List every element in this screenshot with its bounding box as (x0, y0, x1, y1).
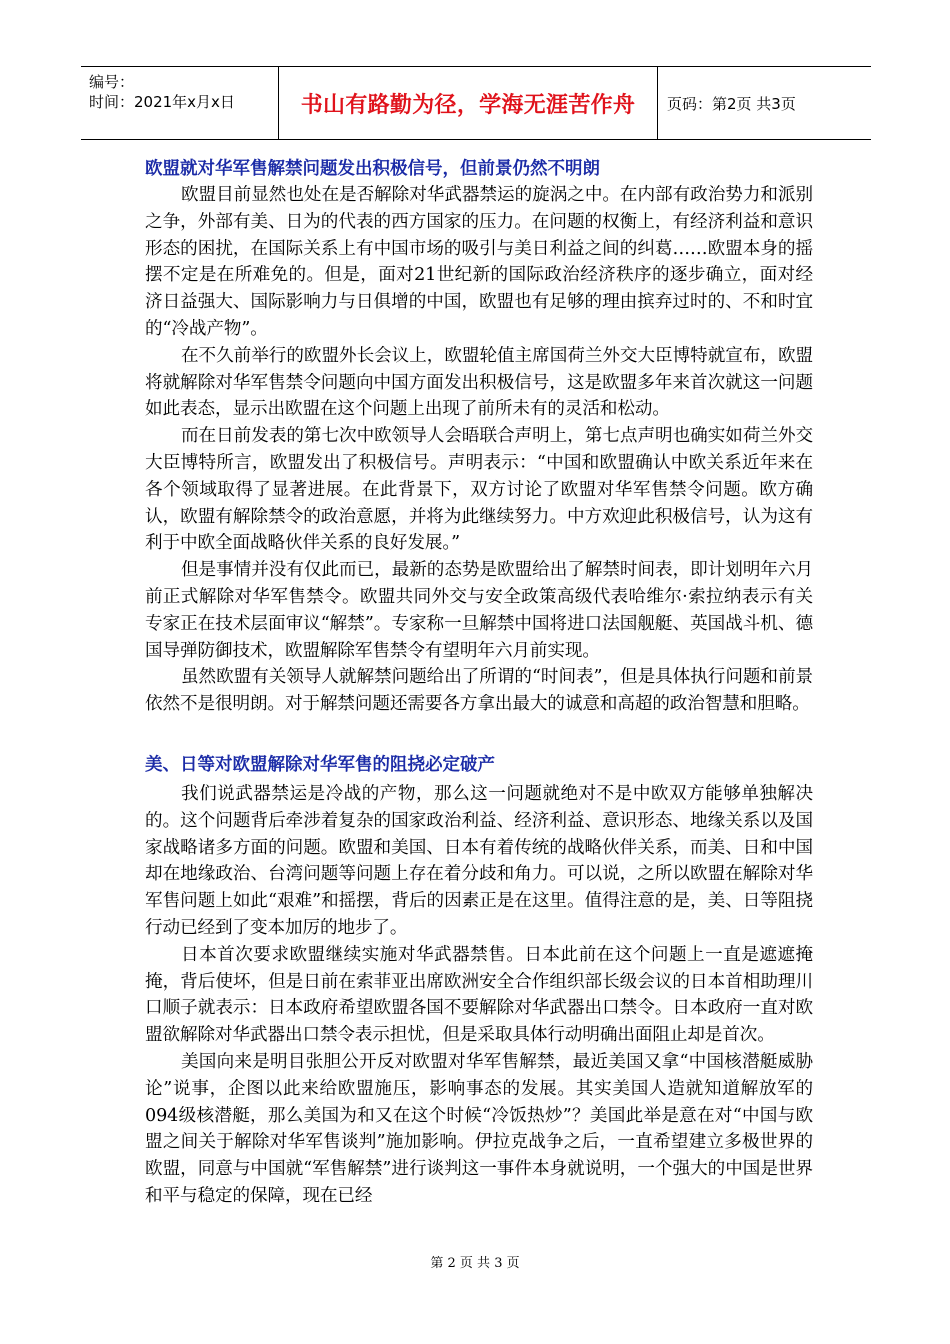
serial-label: 编号： (89, 73, 135, 91)
header-page-cell (658, 67, 871, 139)
section-spacer (145, 718, 813, 752)
paragraph: 美国向来是明目张胆公开反对欧盟对华军售解禁，最近美国又拿“中国核潜艇威胁论”说事，企图以此来给欧盟施压，影响事态的发展。其实美国人造就知道解放军的094级核潜艇，那么美国为和又在这个时候“冷饭热炒”？美国此举是意在对“中国与欧盟之间关于解除对华军售谈判”施加影响。伊拉克战争之后，一直希望建立多极世界的欧盟，同意与中国就“军售解禁”进行谈判这一事件本身就说明，一个强大的中国是世界和平与稳定的保障，现在已经 (145, 1051, 813, 1206)
paragraph: 而在日前发表的第七次中欧领导人会晤联合声明上，第七点声明也确实如荷兰外交大臣博特所言，欧盟发出了积极信号。声明表示：“中国和欧盟确认中欧关系近年来在各个领域取得了显著进展。在此背景下，双方讨论了欧盟对华军售禁令问题。欧方确认，欧盟有解除禁令的政治意愿，并将为此继续努力。中方欢迎此积极信号，认为这有利于中欧全面战略伙伴关系的良好发展。” (145, 426, 813, 554)
section-title: 美、日等对欧盟解除对华军售的阻挠必定破产 (145, 754, 495, 775)
paragraph: 在不久前举行的欧盟外长会议上，欧盟轮值主席国荷兰外交大臣博特就宣布，欧盟将就解除对华军售禁令问题向中国方面发出积极信号，这是欧盟多年来首次就这一问题如此表态，显示出欧盟在这个问题上出现了前所未有的灵活和松动。 (145, 345, 813, 420)
motto-text: 书山有路勤为径，学海无涯苦作舟 (300, 92, 636, 118)
document-body (145, 156, 813, 1210)
paragraph: 欧盟目前显然也处在是否解除对华武器禁运的旋涡之中。在内部有政治势力和派别之争，外部有美、日为的代表的西方国家的压力。在问题的权衡上，有经济利益和意识形态的困扰，在国际关系上有中国市场的吸引与美日利益之间的纠葛……欧盟本身的摇摆不定是在所难免的。但是，面对21世纪新的国际政治经济秩序的逐步确立，面对经济日益强大、国际影响力与日俱增的中国，欧盟也有足够的理由摈弃过时的、不和时宜的“冷战产物”。 (145, 185, 813, 339)
paragraph: 日本首次要求欧盟继续实施对华武器禁售。日本此前在这个问题上一直是遮遮掩掩，背后使坏，但是日前在索菲亚出席欧洲安全合作组织部长级会议的日本首相助理川口顺子就表示：日本政府希望欧盟各国不要解除对华武器出口禁令。日本政府一直对欧盟欲解除对华武器出口禁令表示担忧，但是采取具体行动明确出面阻止却是首次。 (145, 944, 813, 1046)
paragraph: 虽然欧盟有关领导人就解禁问题给出了所谓的“时间表”，但是具体执行问题和前景依然不是很明朗。对于解禁问题还需要各方拿出最大的诚意和高超的政治智慧和胆略。 (145, 667, 813, 715)
paragraph: 但是事情并没有仅此而已，最新的态势是欧盟给出了解禁时间表，即计划明年六月前正式解除对华军售禁令。欧盟共同外交与安全政策高级代表哈维尔·索拉纳表示有关专家正在技术层面审议“解禁”。专家称一旦解禁中国将进口法国舰艇、英国战斗机、德国导弹防御技术，欧盟解除军售禁令有望明年六月前实现。 (145, 560, 813, 661)
paragraph: 我们说武器禁运是冷战的产物，那么这一问题就绝对不是中欧双方能够单独解决的。这个问题背后牵涉着复杂的国家政治利益、经济利益、意识形态、地缘关系以及国家战略诸多方面的问题。欧盟和美国、日本有着传统的战略伙伴关系，而美、日和中国却在地缘政治、台湾问题等问题上存在着分歧和角力。可以说，之所以欧盟在解除对华军售问题上如此“艰难”和摇摆，背后的因素正是在这里。值得注意的是，美、日等阻挠行动已经到了变本加厉的地步了。 (145, 783, 813, 938)
page-info: 页码：第2页 共3页 (667, 94, 796, 113)
header-table (81, 66, 871, 140)
date-line: 时间：2021年x月x日 (89, 93, 235, 111)
header-meta-cell (81, 67, 279, 139)
page-footer: 第 2 页 共 3 页 (430, 1256, 520, 1271)
header-motto-cell (279, 67, 658, 139)
section-title: 欧盟就对华军售解禁问题发出积极信号，但前景仍然不明朗 (145, 159, 600, 179)
